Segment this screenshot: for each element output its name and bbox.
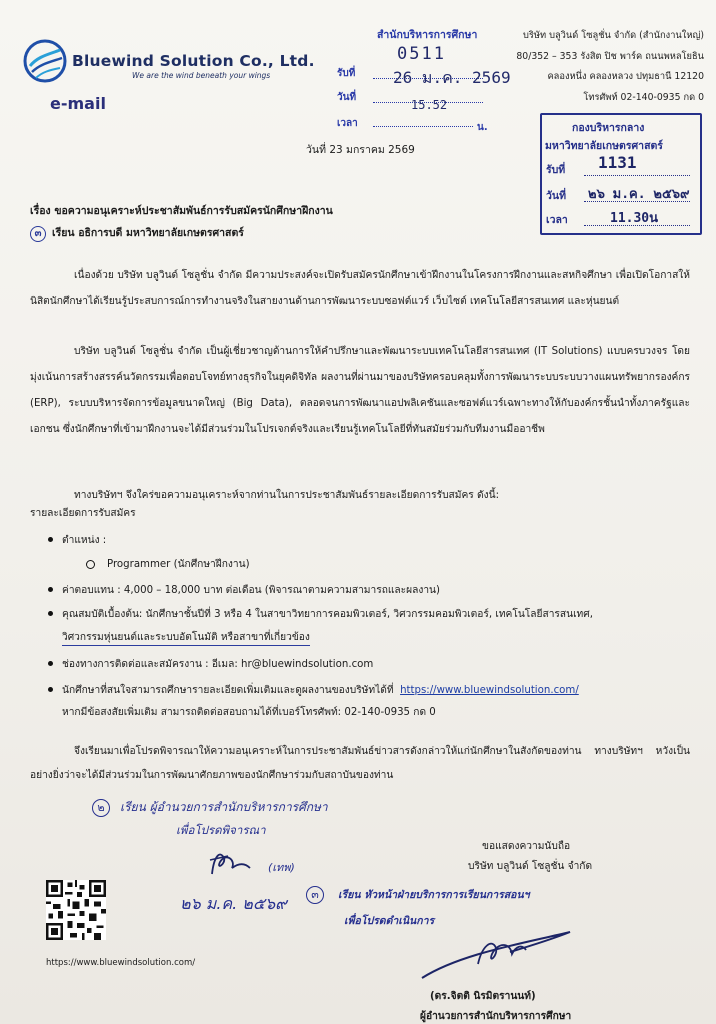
more-info: นักศึกษาที่สนใจสามารถศึกษารายละเอียดเพิ่มเติมและดูผลงานของบริษัทได้ที่ https://www.bluewindsolution.com/ — [62, 685, 579, 696]
qualification-line1: คุณสมบัติเบื้องต้น: นักศึกษาชั้นปีที่ 3 หรือ 4 ในสาขาวิทยาการคอมพิวเตอร์, วิศวกรรมคอมพิวเตอร์, เทคโนโลยีสารสนเทศ, — [62, 609, 593, 620]
contact-info: ช่องทางการติดต่อและสมัครงาน : อีเมล: hr@bluewindsolution.com — [62, 659, 374, 670]
handwritten-note-1 — [92, 798, 328, 817]
bluewind-logo-icon — [22, 38, 68, 84]
stamp-date: 26 ม.ค. 2569 — [393, 68, 511, 87]
stamp2-time: 11.30น — [610, 211, 659, 226]
stamp2-date: ๒๖ ม.ค. ๒๕๖๙ — [588, 187, 690, 202]
company-name: Bluewind Solution Co., Ltd. — [72, 52, 315, 70]
stamp-number: 0511 — [397, 44, 446, 64]
phone-note: หากมีข้อสงสัยเพิ่มเติม สามารถติดต่อสอบถามได้ที่เบอร์โทรศัพท์: 02-140-0935 กด 0 — [62, 707, 436, 718]
routing-mark-3b: ๓ — [306, 886, 324, 904]
stamp-number-label: รับที่ — [337, 68, 356, 79]
signer-name: (ดร.จิตติ นิรมิตรานนท์) — [430, 991, 536, 1002]
routing-mark-2: ๒ — [92, 799, 110, 817]
regards: ขอแสดงความนับถือ — [482, 841, 571, 852]
stamp2-time-label: เวลา — [546, 214, 568, 226]
compensation: ค่าตอบแทน : 4,000 – 18,000 บาท ต่อเดือน (พิจารณาตามความสามารถและผลงาน) — [62, 585, 440, 596]
stamp2-university: มหาวิทยาลัยเกษตรศาสตร์ — [545, 140, 663, 152]
details-label: รายละเอียดการรับสมัคร — [30, 508, 136, 519]
paragraph-closing: จึงเรียนมาเพื่อโปรดพิจารณาให้ความอนุเคราะห์ในการประชาสัมพันธ์ข่าวสารดังกล่าวให้แก่นักศึกษาในสังกัดของท่าน ทางบริษัทฯ หวังเป็นอย่างยิ่งว่าจะได้มีส่วนร่วมในการพัฒนาศักยภาพของนักศึกษาร่วมกับสถาบันของท่าน — [30, 746, 690, 781]
address-line: โทรศัพท์ 02-140-0935 กด 0 — [583, 91, 704, 103]
address-line: 80/352 – 353 รังสิต ปิช พาร์ค ถนนพหลโยธิน — [516, 50, 704, 62]
handwritten-date: ๒๖ ม.ค. ๒๕๖๙ — [180, 894, 287, 913]
stamp-time: 15.52 — [411, 98, 448, 112]
address-line: บริษัท บลูวินด์ โซลูชั่น จำกัด (สำนักงานใหญ่) — [522, 30, 704, 41]
footer-website: https://www.bluewindsolution.com/ — [46, 958, 196, 968]
receive-stamp-education-office — [337, 22, 511, 133]
note1-recipient: เรียน ผู้อำนวยการสำนักบริหารการศึกษา — [120, 800, 328, 814]
stamp2-number-label: รับที่ — [546, 164, 566, 176]
signer-title: ผู้อำนวยการสำนักบริหารการศึกษา — [420, 1011, 572, 1022]
sub-list-item — [86, 556, 250, 572]
letter-date: วันที่ 23 มกราคม 2569 — [306, 144, 415, 156]
note2-action: เพื่อโปรดดำเนินการ — [344, 915, 435, 927]
website-link[interactable]: https://www.bluewindsolution.com/ — [400, 685, 579, 696]
letter-subject: เรื่อง ขอความอนุเคราะห์ประชาสัมพันธ์การรับสมัครนักศึกษาฝึกงาน — [30, 205, 333, 217]
paragraph-intro: เนื่องด้วย บริษัท บลูวินด์ โซลูชั่น จำกัด มีความประสงค์จะเปิดรับสมัครนักศึกษาเข้าฝึกงานในโครงการฝึกงานและสหกิจศึกษา เพื่อเปิดโอกาสให้นิสิตนักศึกษาได้เรียนรู้ประสบการณ์การทำงานจริงในสายงานด้านการพัฒนาระบบซอฟต์แวร์ เว็บไซต์ เทคโนโลยีสารสนเทศ และหุ่นยนต์ — [30, 270, 690, 307]
paragraph-request: ทางบริษัทฯ จึงใคร่ขอความอนุเคราะห์จากท่านในการประชาสัมพันธ์รายละเอียดการรับสมัคร ดังนี้: — [74, 490, 499, 501]
note2-recipient: เรียน หัวหน้าฝ่ายบริการการเรียนการสอนฯ — [338, 889, 530, 901]
stamp-title: สำนักบริหารการศึกษา — [377, 29, 478, 41]
initials-name: (เทพ) — [268, 861, 295, 874]
paragraph-company: บริษัท บลูวินด์ โซลูชั่น จำกัด เป็นผู้เชี่ยวชาญด้านการให้คำปรึกษาและพัฒนาระบบเทคโนโลยีสารสนเทศ (IT Solutions) แบบครบวงจร โดยมุ่งเน้นการสร้างสรรค์นวัตกรรมเพื่อตอบโจทย์ทางธุรกิจในยุคดิจิทัล ผลงานที่ผ่านมาของบริษัทครอบคลุมทั้งการพัฒนาระบบระบบวางแผนทรัพยากรองค์กร (ERP), ระบบบริหารจัดการข้อมูลขนาดใหญ่ (Big Data), ตลอดจนการพัฒนาแอปพลิเคชันและซอฟต์แวร์เฉพาะทางให้กับองค์กรชั้นนำทั้งภาครัฐและเอกชน ซึ่งนักศึกษาที่เข้ามาฝึกงานจะได้มีส่วนร่วมในโปรเจกต์จริงและเรียนรู้เทคโนโลยีที่ทันสมัยร่วมกับทีมงานมืออาชีพ — [30, 346, 690, 435]
stamp-time-unit: น. — [477, 122, 488, 133]
routing-mark-3: ๓ — [30, 226, 46, 242]
director-signature-icon — [400, 924, 610, 984]
qualification-line2: วิศวกรรมหุ่นยนต์และระบบอัตโนมัติ หรือสาขาที่เกี่ยวข้อง — [62, 629, 310, 646]
stamp2-title: กองบริหารกลาง — [572, 122, 645, 134]
letter-recipient — [30, 224, 244, 242]
email-label: e-mail — [50, 94, 106, 113]
stamp2-number: 1131 — [598, 153, 637, 172]
handwritten-note-2 — [306, 886, 530, 904]
qr-code-icon — [46, 880, 106, 940]
note1-action: เพื่อโปรดพิจารณา — [176, 823, 266, 837]
signatory-company: บริษัท บลูวินด์ โซลูชั่น จำกัด — [468, 861, 593, 872]
company-tagline: We are the wind beneath your wings — [132, 71, 271, 80]
receive-stamp-central-admin — [540, 113, 702, 235]
position-value: Programmer (นักศึกษาฝึกงาน) — [107, 559, 250, 570]
address-line: คลองหนึ่ง คลองหลวง ปทุมธานี 12120 — [547, 71, 704, 82]
stamp-time-label: เวลา — [337, 118, 358, 129]
position-label: ตำแหน่ง : — [62, 535, 107, 546]
stamp-date-label: วันที่ — [337, 92, 357, 103]
stamp2-date-label: วันที่ — [546, 190, 566, 202]
initial-signature-icon — [206, 846, 266, 880]
recipient-text: เรียน อธิการบดี มหาวิทยาลัยเกษตรศาสตร์ — [52, 227, 244, 239]
company-address — [492, 26, 704, 108]
